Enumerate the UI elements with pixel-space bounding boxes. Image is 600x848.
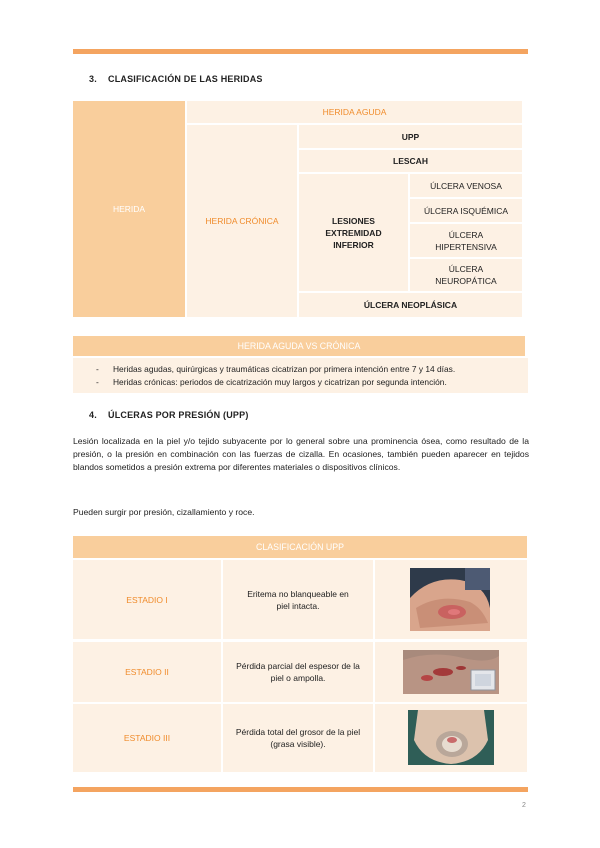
- top-divider: [73, 49, 528, 54]
- stage-ii-photo-cell: [375, 642, 527, 702]
- upp-cell: UPP: [299, 125, 522, 148]
- upp-table-title: CLASIFICACIÓN UPP: [73, 536, 527, 558]
- herida-cell: HERIDA: [73, 101, 185, 317]
- stage-i-photo-cell: [375, 560, 527, 639]
- ulcera-hipertensiva-cell: ÚLCERA HIPERTENSIVA: [410, 224, 522, 257]
- stage-ii-description: Pérdida parcial del espesor de la piel o ampolla.: [223, 642, 373, 702]
- lescah-cell: LESCAH: [299, 150, 522, 172]
- list-item: - Heridas crónicas: periodos de cicatrización muy largos y cicatrizan por segunda intención.: [96, 376, 526, 389]
- acute-vs-chronic-title: HERIDA AGUDA VS CRÓNICA: [73, 336, 525, 356]
- section-4-heading: [89, 410, 249, 420]
- stage-ii-cell: ESTADIO II: [73, 642, 221, 702]
- upp-definition-paragraph: Lesión localizada en la piel y/o tejido subyacente por lo general sobre una prominencia ósea, como resultado de la presión, o la presión en combinación con las fuerzas de cizalla. En ocasiones, también pueden aparecer en tejidos blandos sometidos a presión extrema por diferentes materiales o dispositivos clínicos.: [73, 436, 529, 472]
- upp-causes-paragraph: Pueden surgir por presión, cizallamiento y roce.: [73, 507, 255, 517]
- section-4-number: 4.: [89, 410, 97, 420]
- acute-vs-chronic-list: [96, 363, 526, 388]
- ulcera-isquemica-cell: ÚLCERA ISQUÉMICA: [410, 199, 522, 222]
- section-3-number: 3.: [89, 74, 97, 84]
- lesiones-extremidad-inferior-cell: LESIONES EXTREMIDAD INFERIOR: [299, 174, 408, 291]
- herida-aguda-cell: HERIDA AGUDA: [187, 101, 522, 123]
- ulcera-neuropatica-cell: ÚLCERA NEUROPÁTICA: [410, 259, 522, 291]
- stage-iii-photo-cell: [375, 704, 527, 772]
- stage-i-wound-photo: [410, 568, 490, 631]
- section-3-heading: [89, 74, 263, 84]
- stage-i-cell: ESTADIO I: [73, 560, 221, 639]
- ulcera-neoplasica-cell: ÚLCERA NEOPLÁSICA: [299, 293, 522, 317]
- stage-i-description: Eritema no blanqueable en piel intacta.: [223, 560, 373, 639]
- bottom-divider: [73, 787, 528, 792]
- section-4-title: ÚLCERAS POR PRESIÓN (UPP): [108, 410, 249, 420]
- list-item: - Heridas agudas, quirúrgicas y traumáticas cicatrizan por primera intención entre 7 y 14 días.: [96, 363, 526, 376]
- stage-iii-cell: ESTADIO III: [73, 704, 221, 772]
- ulcera-venosa-cell: ÚLCERA VENOSA: [410, 174, 522, 197]
- stage-iii-wound-photo: [408, 710, 494, 765]
- section-3-title: CLASIFICACIÓN DE LAS HERIDAS: [108, 74, 263, 84]
- herida-cronica-cell: HERIDA CRÓNICA: [187, 125, 297, 317]
- stage-iii-description: Pérdida total del grosor de la piel (grasa visible).: [223, 704, 373, 772]
- stage-ii-wound-photo: [403, 650, 499, 694]
- page-number: 2: [522, 802, 526, 809]
